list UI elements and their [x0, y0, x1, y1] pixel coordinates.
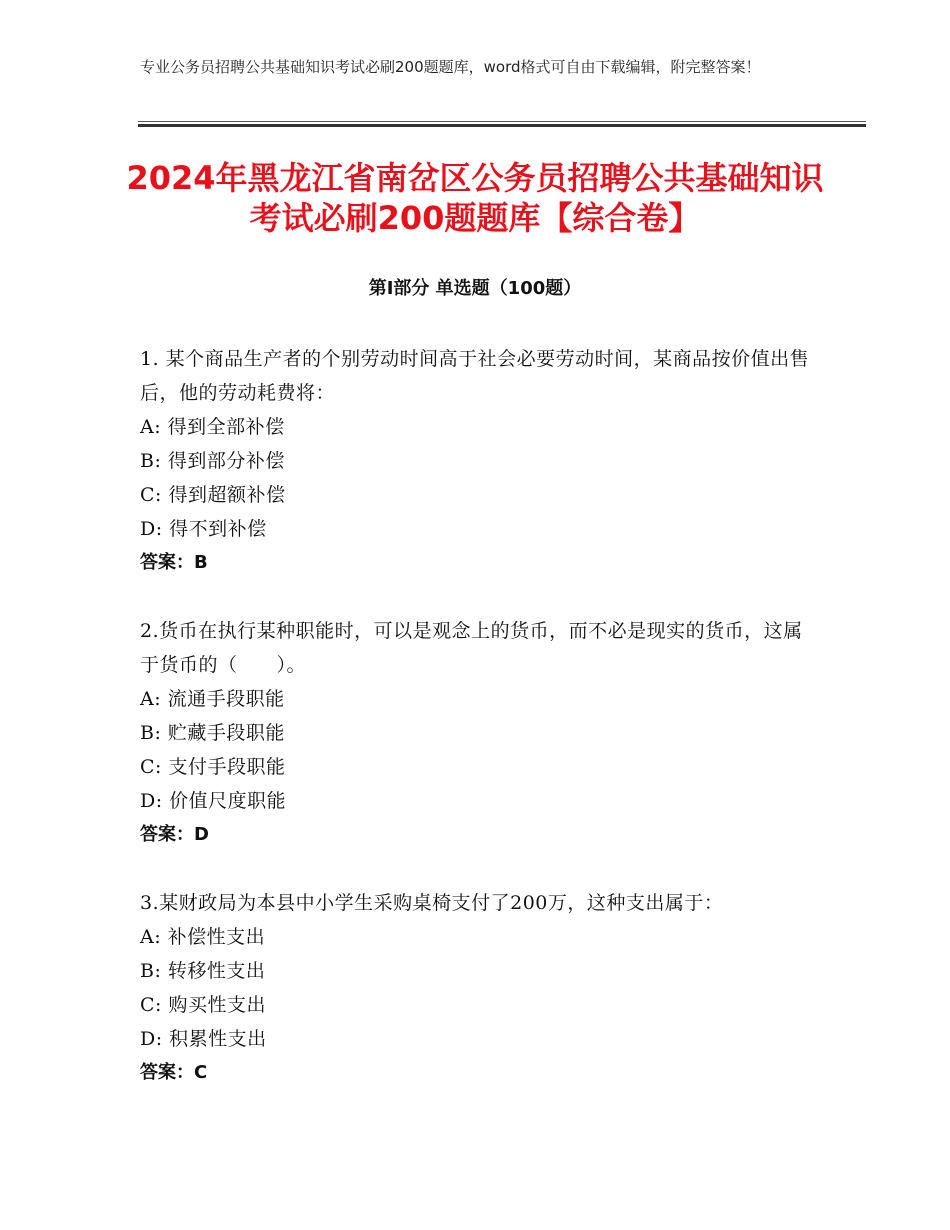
question-stem: 1. 某个商品生产者的个别劳动时间高于社会必要劳动时间，某商品按价值出售后，他的劳动耗费将：: [140, 348, 810, 404]
option-d: D: 得不到补偿: [140, 518, 267, 540]
answer-line: 答案：C: [140, 1062, 208, 1083]
option-d: D: 价值尺度职能: [140, 790, 287, 812]
option-c: C: 得到超额补偿: [140, 484, 286, 506]
question-1: [140, 342, 820, 580]
option-a: A: 得到全部补偿: [140, 416, 285, 438]
header-divider-thick: [138, 124, 866, 127]
answer-line: 答案：D: [140, 824, 209, 845]
header-divider-thin: [138, 121, 866, 122]
option-b: B: 得到部分补偿: [140, 450, 285, 472]
option-a: A: 流通手段职能: [140, 688, 285, 710]
option-c: C: 购买性支出: [140, 994, 266, 1016]
option-c: C: 支付手段职能: [140, 756, 286, 778]
option-b: B: 贮藏手段职能: [140, 722, 285, 744]
section-title: 第I部分 单选题（100题）: [368, 278, 582, 299]
option-d: D: 积累性支出: [140, 1028, 267, 1050]
option-b: B: 转移性支出: [140, 960, 266, 982]
header-note: 专业公务员招聘公共基础知识考试必刷200题题库，word格式可自由下载编辑，附完整答案！: [140, 58, 761, 76]
question-2: [140, 614, 820, 852]
question-3: [140, 886, 820, 1090]
question-stem: 2.货币在执行某种职能时，可以是观念上的货币，而不必是现实的货币，这属于货币的（ ）。: [140, 620, 803, 676]
option-a: A: 补偿性支出: [140, 926, 266, 948]
document-title: 2024年黑龙江省南岔区公务员招聘公共基础知识考试必刷200题题库【综合卷】: [126, 159, 824, 237]
answer-line: 答案：B: [140, 552, 208, 573]
question-stem: 3.某财政局为本县中小学生采购桌椅支付了200万，这种支出属于：: [140, 892, 724, 914]
